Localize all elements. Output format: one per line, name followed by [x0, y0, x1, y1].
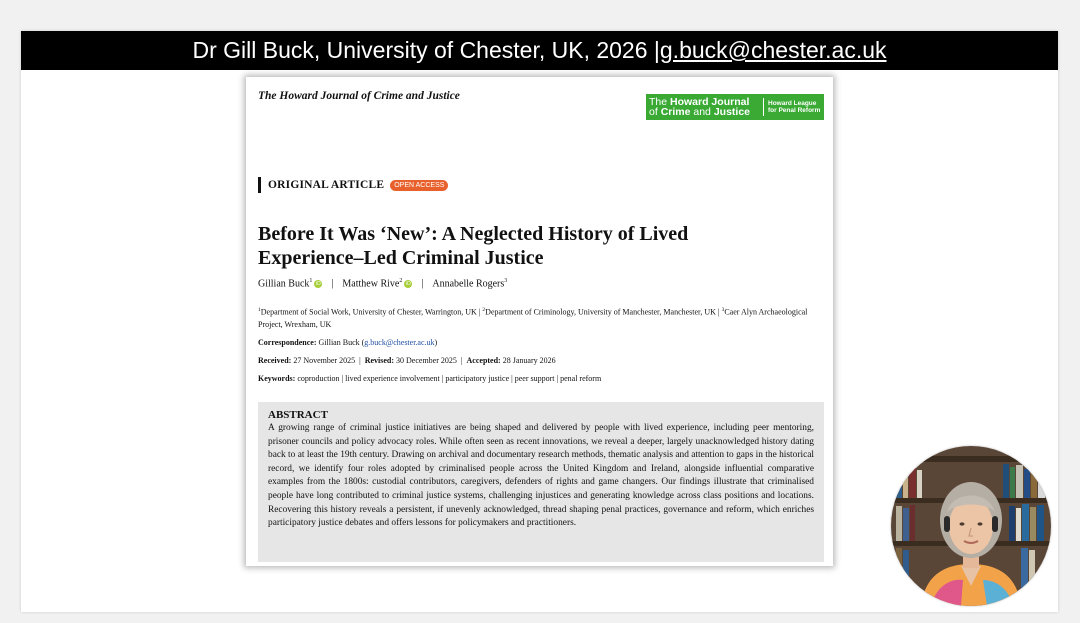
abstract-box — [258, 402, 824, 562]
speaker-portrait-illustration — [891, 446, 1051, 606]
author-name[interactable]: Annabelle Rogers$^3$ — [432, 278, 508, 290]
correspondence: Correspondence: Gillian Buck (g.buck@chester.ac.uk) — [258, 338, 438, 347]
correspondence-email-link[interactable]: g.buck@chester.ac.uk — [364, 338, 435, 347]
author-name[interactable]: Gillian Buck$^1$ — [258, 278, 313, 290]
journal-logo — [646, 94, 824, 120]
orcid-icon[interactable]: iD — [405, 280, 411, 287]
article-type-label: ORIGINAL ARTICLE — [268, 179, 385, 191]
logo-howard-league: Howard League for Penal Reform — [768, 100, 821, 114]
author-list — [258, 278, 507, 289]
abstract-heading: ABSTRACT — [268, 409, 328, 421]
banner-email-link[interactable]: g.buck@chester.ac.uk — [659, 37, 887, 63]
paper-first-page — [246, 77, 833, 566]
author-separator: | — [421, 278, 424, 290]
speaker-video-avatar — [891, 446, 1051, 606]
abstract-body: A growing range of criminal justice initiatives are being shaped and delivered by people with lived experience, including peer mentoring, prisoner councils and policy advocacy roles. While often seen as recent innovations, we reveal a deeper, largely unacknowledged history dating back to at least the 19th century. Drawing on archival and documentary research methods, thematic analysis and attention to gaps in the historical record, we identify four roles adopted by criminalised people across the United Kingdom and Ireland, alongside influential comparative examples from the 1800s: custodial contributors, caregivers, defenders of rights and game changers. Our findings illustrate that criminalised people have long contributed to criminal justice systems, challenging injustices and generating knowledge across class positions and locations. Recovering this history reveals a persistent, if unevenly acknowledged, thread shaping penal practices, governance and reform, which enriches participatory justice debates and offers lessons for policymakers and practitioners. — [268, 423, 814, 529]
presenter-banner — [21, 31, 1058, 70]
author-separator: | — [331, 278, 334, 290]
article-type-bar — [258, 177, 261, 193]
author-name[interactable]: Matthew Rive$^2$ — [342, 278, 403, 290]
affiliations: $^1$Department of Social Work, University of Chester, Warrington, UK | $^2$Department of Criminology, University of Manchester, Manchester, UK | $^3$Caer Alyn Archaeological Project, Wrexham, UK — [258, 307, 808, 329]
article-dates: Received: 27 November 2025 | Revised: 30 December 2025 | Accepted: 28 January 2026 — [258, 356, 556, 365]
orcid-icon[interactable]: iD — [316, 280, 321, 287]
banner-text: Dr Gill Buck, University of Chester, UK, 2026 | — [192, 37, 660, 63]
keywords: Keywords: coproduction | lived experience involvement | participatory justice | peer support | penal reform — [258, 374, 602, 383]
article-type — [258, 177, 448, 193]
journal-name: The Howard Journal of Crime and Justice — [258, 90, 460, 102]
open-access-badge: OPEN ACCESS — [390, 180, 448, 191]
article-title: Before It Was ‘New’: A Neglected History of Lived Experience–Led Criminal Justice — [258, 223, 689, 269]
logo-journal-text: The Howard Journal of Crime and Justice — [649, 96, 751, 118]
logo-divider — [763, 98, 764, 116]
